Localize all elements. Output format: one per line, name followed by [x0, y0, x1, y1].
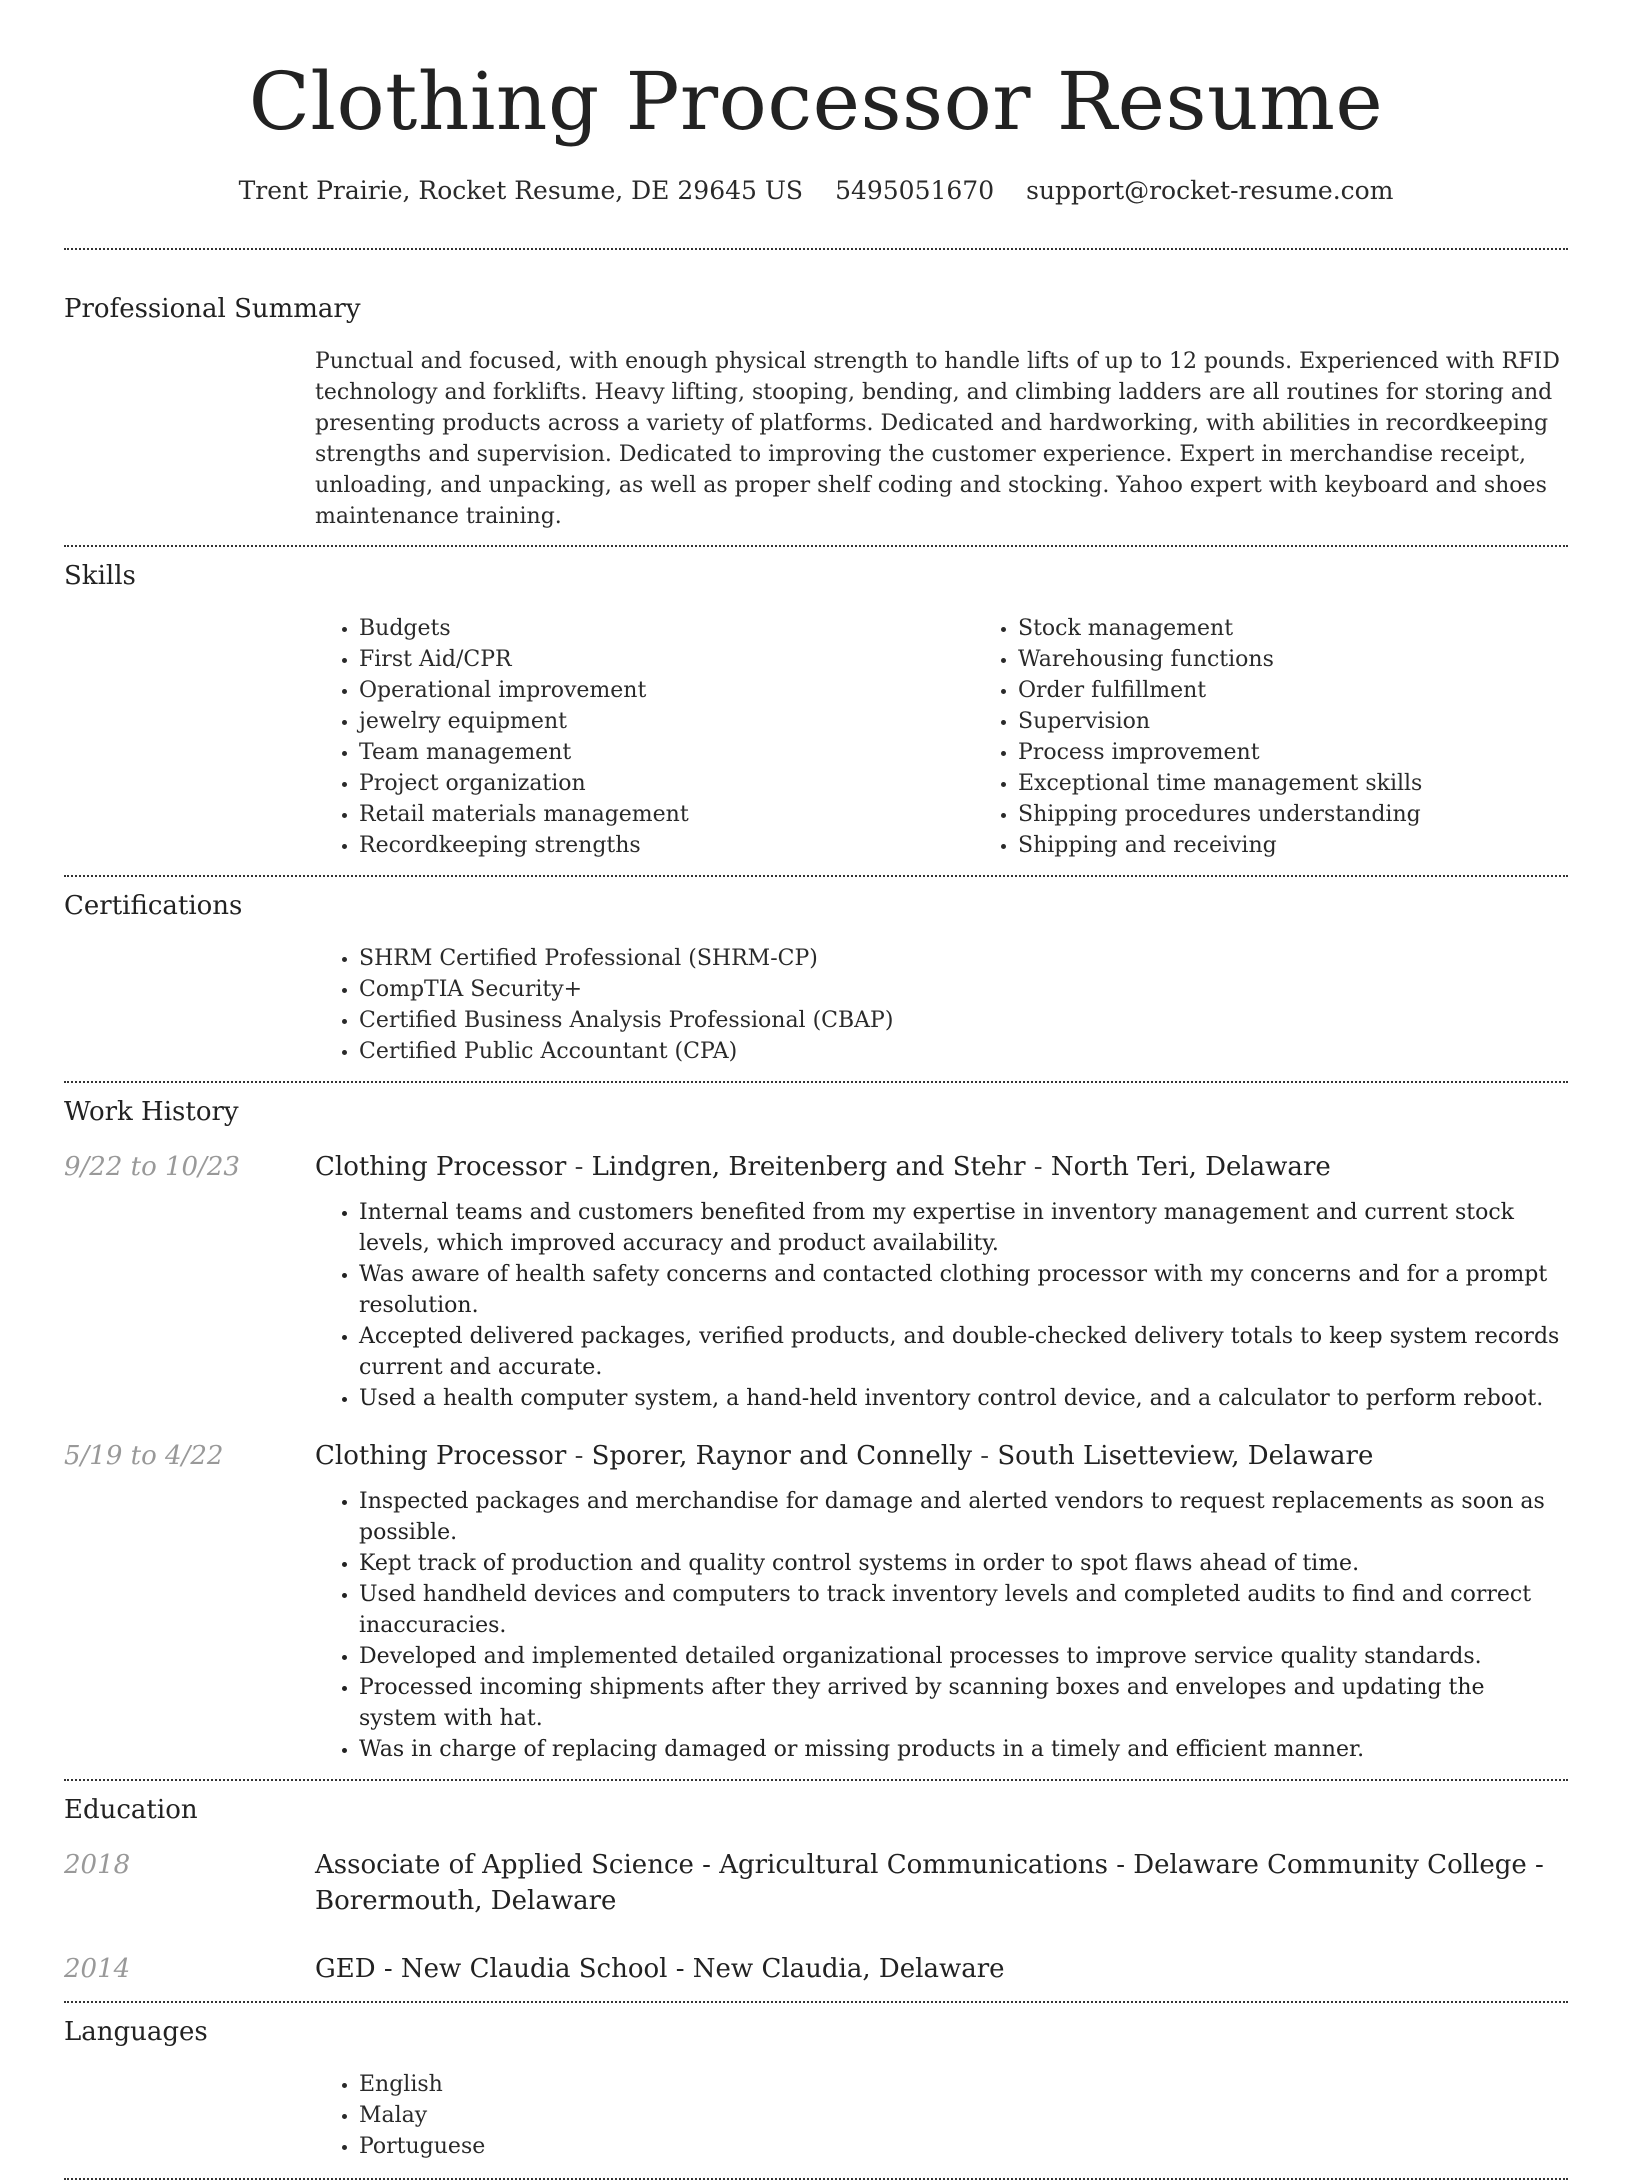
education-year: 2014: [64, 1954, 131, 1984]
job-bullet: • Kept track of production and quality control systems in order to spot flaws ahead of time.: [359, 1548, 1568, 1579]
job-location: South Lisetteview, Delaware: [997, 1441, 1374, 1471]
job-title: Clothing Processor: [315, 1152, 567, 1182]
certification-item: • SHRM Certified Professional (SHRM-CP): [359, 943, 1568, 974]
job-bullet: • Used handheld devices and computers to track inventory levels and completed audits to find and correct inaccuracies.: [359, 1579, 1568, 1641]
job-bullet: • Accepted delivered packages, verified products, and double-checked delivery totals to keep system records current and accurate.: [359, 1321, 1568, 1383]
skill-item: • Retail materials management: [359, 799, 974, 830]
contact-phone: 5495051670: [835, 176, 995, 205]
skill-item: • Supervision: [1018, 706, 1632, 737]
education-heading: Education: [64, 1795, 198, 1825]
job-bullet: • Inspected packages and merchandise for damage and alerted vendors to request replacements as soon as possible.: [359, 1486, 1568, 1548]
work-history-section: [64, 1083, 1568, 1779]
certification-item: • Certified Public Accountant (CPA): [359, 1036, 1568, 1067]
job-company: Sporer, Raynor and Connelly: [591, 1441, 973, 1471]
languages-list: [315, 2069, 1568, 2162]
education-section: [64, 1781, 1568, 2001]
skill-item: • Operational improvement: [359, 675, 974, 706]
job-bullet: • Processed incoming shipments after they arrived by scanning boxes and envelopes and updating the system with hat.: [359, 1672, 1568, 1734]
job-dates: 5/19 to 4/22: [64, 1441, 224, 1471]
summary-heading: Professional Summary: [64, 294, 361, 324]
education-entry: [64, 1951, 1568, 1987]
certifications-list: [315, 943, 1568, 1067]
job-bullets: [315, 1197, 1568, 1414]
skill-item: • First Aid/CPR: [359, 644, 974, 675]
job-entry: [64, 1438, 1568, 1765]
certification-item: • Certified Business Analysis Professional (CBAP): [359, 1005, 1568, 1036]
separator: -: [566, 1441, 592, 1471]
job-title-line: [315, 1149, 1568, 1185]
job-title: Clothing Processor: [315, 1441, 567, 1471]
certification-item: • CompTIA Security+: [359, 974, 1568, 1005]
job-dates: 9/22 to 10/23: [64, 1152, 240, 1182]
work-history-heading: Work History: [64, 1097, 239, 1127]
skill-item: • Stock management: [1018, 613, 1632, 644]
skill-item: • jewelry equipment: [359, 706, 974, 737]
skills-section: [64, 547, 1568, 875]
skills-list-left: [315, 613, 974, 861]
skills-list-right: [974, 613, 1632, 861]
job-entry: [64, 1149, 1568, 1414]
skill-item: • Team management: [359, 737, 974, 768]
separator: -: [566, 1152, 592, 1182]
skill-item: • Budgets: [359, 613, 974, 644]
languages-heading: Languages: [64, 2017, 208, 2047]
certifications-heading: Certifications: [64, 891, 243, 921]
certifications-section: [64, 877, 1568, 1081]
language-item: • English: [359, 2069, 1568, 2100]
skill-item: • Shipping and receiving: [1018, 830, 1632, 861]
job-bullet-list: [315, 1197, 1568, 1414]
contact-line: [64, 174, 1568, 208]
education-detail: Associate of Applied Science - Agricultural Communications - Delaware Community College - Borermouth, Delaware: [315, 1850, 1544, 1916]
job-title-line: [315, 1438, 1568, 1474]
job-bullet: • Was aware of health safety concerns and contacted clothing processor with my concerns and for a prompt resolution.: [359, 1259, 1568, 1321]
summary-section: [64, 250, 1568, 545]
job-company: Lindgren, Breitenberg and Stehr: [591, 1152, 1026, 1182]
skill-item: • Recordkeeping strengths: [359, 830, 974, 861]
job-bullet: • Developed and implemented detailed organizational processes to improve service quality standards.: [359, 1641, 1568, 1672]
skills-heading: Skills: [64, 561, 136, 591]
contact-email[interactable]: support@rocket-resume.com: [1026, 176, 1394, 205]
job-bullet-list: [315, 1486, 1568, 1765]
summary-text: Punctual and focused, with enough physical strength to handle lifts of up to 12 pounds. Experienced with RFID technology and forklifts. Heavy lifting, stooping, bending, and climbing ladders are all routines for storing and presenting products across a variety of platforms. Dedicated and hardworking, with abilities in recordkeeping strengths and supervision. Dedicated to improving the customer experience. Expert in merchandise receipt, unloading, and unpacking, as well as proper shelf coding and stocking. Yahoo expert with keyboard and shoes maintenance training.: [315, 349, 1560, 529]
education-detail: GED - New Claudia School - New Claudia, Delaware: [315, 1954, 1005, 1984]
skill-item: • Order fulfillment: [1018, 675, 1632, 706]
separator: -: [972, 1441, 998, 1471]
skill-item: • Process improvement: [1018, 737, 1632, 768]
job-bullet: • Used a health computer system, a hand-held inventory control device, and a calculator to perform reboot.: [359, 1383, 1568, 1414]
job-bullet: • Internal teams and customers benefited from my expertise in inventory management and current stock levels, which improved accuracy and product availability.: [359, 1197, 1568, 1259]
job-header: [64, 1149, 1568, 1185]
page-title: Clothing Processor Resume: [248, 55, 1384, 148]
contact-address: Trent Prairie, Rocket Resume, DE 29645 US: [238, 176, 804, 205]
job-location: North Teri, Delaware: [1050, 1152, 1331, 1182]
education-year: 2018: [64, 1850, 131, 1880]
skill-item: • Warehousing functions: [1018, 644, 1632, 675]
skill-item: • Exceptional time management skills: [1018, 768, 1632, 799]
education-entry: [64, 1847, 1568, 1919]
language-item: • Portuguese: [359, 2131, 1568, 2162]
job-bullets: [315, 1486, 1568, 1765]
languages-section: [64, 2003, 1568, 2178]
separator: -: [1025, 1152, 1051, 1182]
skill-item: • Shipping procedures understanding: [1018, 799, 1632, 830]
job-header: [64, 1438, 1568, 1474]
job-bullet: • Was in charge of replacing damaged or missing products in a timely and efficient manner.: [359, 1734, 1568, 1765]
skill-item: • Project organization: [359, 768, 974, 799]
language-item: • Malay: [359, 2100, 1568, 2131]
